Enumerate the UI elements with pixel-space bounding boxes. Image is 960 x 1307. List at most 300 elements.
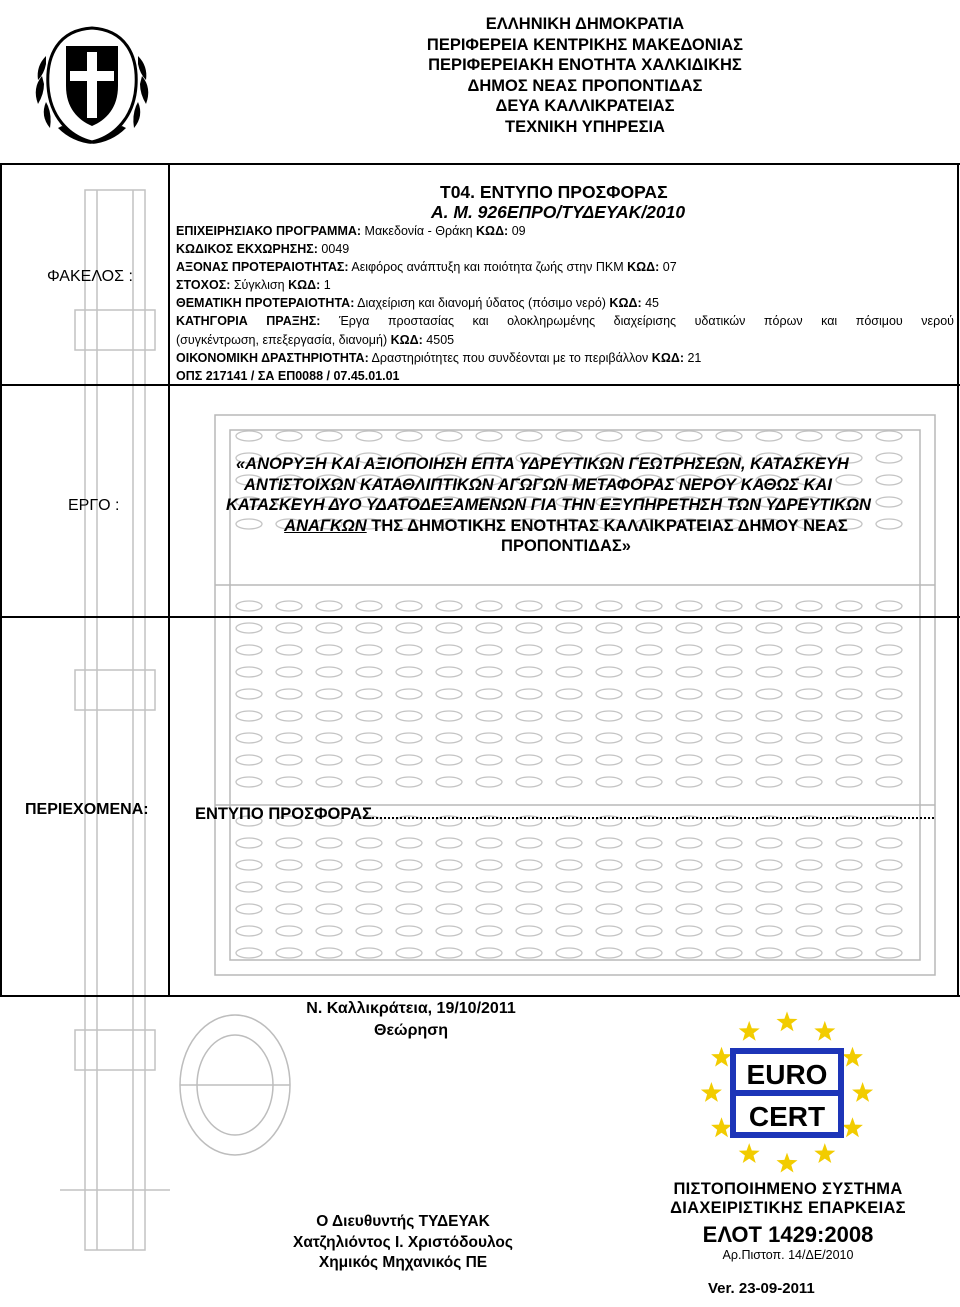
funding-info [176, 222, 954, 385]
code-label: ΚΩΔ: [609, 296, 642, 311]
watermark-slot [236, 601, 262, 611]
watermark-slot [236, 645, 262, 655]
watermark-slot [236, 711, 262, 721]
watermark-slot [716, 904, 742, 914]
cert-standard: ΕΛΟΤ 1429:2008 [702, 1222, 874, 1247]
project-title-line: «ΑΝΟΡΥΞΗ ΚΑΙ ΑΞΙΟΠΟΙΗΣΗ ΕΠΤΑ ΥΔΡΕΥΤΙΚΩΝ ΓΕΩΤΡΗΣΕΩΝ, ΚΑΤΑΣΚΕΥΗ [236, 455, 849, 473]
code-label: ΚΩΔ: [627, 260, 660, 275]
project-title-italic-part: ΑΝΑΓΚΩΝ [284, 516, 367, 535]
watermark-slot [836, 711, 862, 721]
watermark-slot [276, 882, 302, 892]
watermark-slot [676, 733, 702, 743]
watermark-slot [276, 623, 302, 633]
dotted-leader [372, 803, 934, 819]
watermark-slot [436, 431, 462, 441]
watermark-slot [516, 667, 542, 677]
watermark-slot [476, 711, 502, 721]
watermark-slot [636, 645, 662, 655]
watermark-slot [236, 431, 262, 441]
watermark-slot [556, 431, 582, 441]
watermark-slot [476, 431, 502, 441]
watermark-slot [396, 882, 422, 892]
watermark-slot [756, 711, 782, 721]
watermark-slot [396, 645, 422, 655]
watermark-slot [676, 926, 702, 936]
watermark-slot [436, 667, 462, 677]
program-value: Μακεδονία - Θράκη [361, 224, 477, 238]
watermark-slot [236, 733, 262, 743]
watermark-slot [796, 601, 822, 611]
watermark-slot [636, 948, 662, 958]
watermark-slot [316, 667, 342, 677]
watermark-slot [636, 860, 662, 870]
watermark-slot [876, 904, 902, 914]
watermark-slot [876, 838, 902, 848]
director-title: Χημικός Μηχανικός ΠΕ [318, 1254, 488, 1271]
program-label: ΕΠΙΧΕΙΡΗΣΙΑΚΟ ΠΡΟΓΡΑΜΜΑ: [176, 224, 362, 238]
watermark-slot [836, 948, 862, 958]
watermark-slot [396, 667, 422, 677]
category-value: Έργα προστασίας και ολοκληρωμένης διαχείρισης υδατικών πόρων και πόσιμου νερού [320, 314, 954, 329]
watermark-slot [556, 777, 582, 787]
watermark-slot [316, 711, 342, 721]
watermark-slot [676, 838, 702, 848]
code-label: ΚΩΔ: [651, 350, 684, 365]
watermark-slot [436, 733, 462, 743]
watermark-slot [596, 777, 622, 787]
project-label: ΕΡΓΟ : [68, 497, 120, 514]
watermark-slot [676, 711, 702, 721]
watermark-slot [796, 755, 822, 765]
watermark-slot [476, 926, 502, 936]
watermark-slot [356, 667, 382, 677]
watermark-slot [796, 711, 822, 721]
watermark-slot [436, 860, 462, 870]
watermark-slot [876, 755, 902, 765]
watermark-slot [556, 882, 582, 892]
watermark-slot [236, 882, 262, 892]
watermark-slot [396, 926, 422, 936]
issuer-header [300, 14, 870, 138]
watermark-slot [356, 777, 382, 787]
watermark-slot [796, 860, 822, 870]
theme-row [176, 294, 954, 312]
watermark-slot [636, 777, 662, 787]
contents-field [195, 803, 934, 824]
watermark-slot [596, 926, 622, 936]
watermark-slot [756, 645, 782, 655]
registration-label: ΚΩΔΙΚΟΣ ΕΚΧΩΡΗΣΗΣ: [176, 242, 318, 257]
watermark-slot [756, 689, 782, 699]
greek-coat-of-arms-emblem [18, 16, 166, 149]
watermark-slot [716, 689, 742, 699]
watermark-slot [276, 733, 302, 743]
watermark-slot [316, 860, 342, 870]
watermark-slot [796, 926, 822, 936]
eurocert-logo-bottom: CERT [748, 1101, 826, 1132]
watermark-slot [636, 601, 662, 611]
watermark-slot [316, 926, 342, 936]
watermark-slot [436, 838, 462, 848]
watermark-slot [356, 755, 382, 765]
watermark-slot [796, 904, 822, 914]
watermark-slot [796, 431, 822, 441]
contents-label: ΠΕΡΙΕΧΟΜΕΝΑ: [25, 801, 149, 818]
watermark-slot [756, 755, 782, 765]
watermark-slot [476, 882, 502, 892]
watermark-slot [396, 623, 422, 633]
watermark-slot [876, 431, 902, 441]
category-row-continued [176, 331, 954, 349]
header-line: ΠΕΡΙΦΕΡΕΙΑ ΚΕΝΤΡΙΚΗΣ ΜΑΚΕΔΟΝΙΑΣ [426, 35, 744, 54]
watermark-slot [476, 733, 502, 743]
watermark-slot [476, 667, 502, 677]
watermark-slot [396, 948, 422, 958]
watermark-slot [596, 689, 622, 699]
watermark-slot [316, 733, 342, 743]
watermark-slot [756, 601, 782, 611]
watermark-slot [396, 838, 422, 848]
drawing-column-watermark [55, 150, 175, 1300]
watermark-slot [796, 623, 822, 633]
watermark-slot [596, 882, 622, 892]
director-role: Ο Διευθυντής ΤΥΔΕΥΑΚ [316, 1213, 490, 1230]
watermark-slot [596, 860, 622, 870]
watermark-slot [836, 904, 862, 914]
watermark-slot [596, 667, 622, 677]
watermark-slot [396, 733, 422, 743]
watermark-slot [716, 948, 742, 958]
header-line: ΤΕΧΝΙΚΗ ΥΠΗΡΕΣΙΑ [505, 117, 665, 136]
category-label: ΚΑΤΗΓΟΡΙΑ ΠΡΑΞΗΣ: [176, 314, 321, 329]
watermark-slot [356, 733, 382, 743]
watermark-slot [796, 733, 822, 743]
director-signature-block [248, 1212, 558, 1274]
watermark-slot [636, 755, 662, 765]
watermark-slot [716, 645, 742, 655]
watermark-slot [636, 926, 662, 936]
project-title-line: ΑΝΤΙΣΤΟΙΧΩΝ ΚΑΤΑΘΛΙΠΤΙΚΩΝ ΑΓΩΓΩΝ ΜΕΤΑΦΟΡΑΣ ΝΕΡΟΥ ΚΑΘΩΣ ΚΑΙ [244, 475, 832, 494]
watermark-slot [876, 667, 902, 677]
watermark-slot [476, 777, 502, 787]
watermark-slot [596, 431, 622, 441]
watermark-slot [676, 860, 702, 870]
watermark-slot [716, 860, 742, 870]
watermark-slot [436, 689, 462, 699]
certification-text [650, 1180, 926, 1263]
watermark-slot [876, 948, 902, 958]
watermark-slot [876, 860, 902, 870]
director-name: Χατζηλιόντος Ι. Χριστόδουλος [293, 1233, 513, 1251]
watermark-slot [676, 904, 702, 914]
watermark-slot [276, 860, 302, 870]
watermark-slot [756, 926, 782, 936]
watermark-slot [596, 645, 622, 655]
watermark-slot [396, 689, 422, 699]
watermark-slot [796, 882, 822, 892]
watermark-slot [636, 838, 662, 848]
watermark-slot [276, 431, 302, 441]
project-title-regular-part: ΤΗΣ ΔΗΜΟΤΙΚΗΣ ΕΝΟΤΗΤΑΣ ΚΑΛΛΙΚΡΑΤΕΙΑΣ ΔΗΜΟΥ ΝΕΑΣ [366, 516, 848, 535]
watermark-slot [276, 904, 302, 914]
category-code: 4505 [422, 332, 455, 347]
watermark-slot [716, 733, 742, 743]
code-label: ΚΩΔ: [288, 278, 321, 293]
watermark-slot [516, 623, 542, 633]
project-title [226, 454, 942, 557]
economic-activity-label: ΟΙΚΟΝΟΜΙΚΗ ΔΡΑΣΤΗΡΙΟΤΗΤΑ: [176, 350, 369, 365]
code-label: ΚΩΔ: [390, 332, 423, 347]
watermark-slot [276, 755, 302, 765]
watermark-slot [516, 860, 542, 870]
goal-row [176, 276, 954, 294]
watermark-slot [796, 689, 822, 699]
watermark-slot [756, 948, 782, 958]
watermark-slot [876, 601, 902, 611]
approval-label: Θεώρηση [374, 1022, 448, 1039]
watermark-slot [516, 926, 542, 936]
watermark-slot [356, 838, 382, 848]
watermark-slot [596, 733, 622, 743]
watermark-slot [316, 601, 342, 611]
ops-code: ΟΠΣ 217141 / ΣΑ ΕΠ0088 / 07.45.01.01 [176, 368, 400, 383]
watermark-slot [596, 711, 622, 721]
watermark-slot [836, 623, 862, 633]
category-row [176, 312, 954, 330]
watermark-slot [236, 904, 262, 914]
watermark-slot [356, 926, 382, 936]
watermark-slot [676, 882, 702, 892]
watermark-slot [556, 948, 582, 958]
watermark-slot [756, 777, 782, 787]
watermark-slot [756, 733, 782, 743]
watermark-slot [636, 904, 662, 914]
watermark-slot [836, 431, 862, 441]
watermark-slot [556, 755, 582, 765]
project-title-line: ΠΡΟΠΟΝΤΙΔΑΣ» [501, 537, 631, 556]
watermark-slot [356, 623, 382, 633]
watermark-slot [876, 645, 902, 655]
project-title-line [190, 516, 942, 537]
watermark-slot [756, 431, 782, 441]
watermark-slot [396, 904, 422, 914]
watermark-slot [356, 948, 382, 958]
watermark-slot [876, 733, 902, 743]
watermark-slot [396, 601, 422, 611]
watermark-slot [436, 645, 462, 655]
document-reference: Α. Μ. 926ΕΠΡΟ/ΤΥΔΕΥΑΚ/2010 [431, 202, 686, 222]
watermark-slot [276, 645, 302, 655]
watermark-slot [636, 711, 662, 721]
watermark-slot [556, 623, 582, 633]
watermark-slot [396, 755, 422, 765]
watermark-slot [556, 689, 582, 699]
watermark-slot [476, 601, 502, 611]
watermark-slot [276, 667, 302, 677]
watermark-slot [716, 882, 742, 892]
watermark-slot [876, 882, 902, 892]
watermark-slot [316, 838, 342, 848]
watermark-slot [276, 601, 302, 611]
watermark-slot [676, 755, 702, 765]
watermark-slot [636, 733, 662, 743]
watermark-slot [796, 948, 822, 958]
watermark-slot [836, 733, 862, 743]
cert-line-2: ΔΙΑΧΕΙΡΙΣΤΙΚΗΣ ΕΠΑΡΚΕΙΑΣ [670, 1199, 906, 1217]
cert-number: Αρ.Πιστοπ. 14/ΔΕ/2010 [722, 1248, 854, 1262]
economic-activity-row [176, 349, 954, 367]
watermark-slot [556, 860, 582, 870]
watermark-slot [636, 689, 662, 699]
watermark-slot [476, 904, 502, 914]
watermark-slot [476, 755, 502, 765]
category-value-continued: (συγκέντρωση, επεξεργασία, διανομή) [176, 332, 391, 347]
watermark-slot [836, 667, 862, 677]
watermark-slot [676, 645, 702, 655]
watermark-slot [436, 904, 462, 914]
watermark-slot [676, 667, 702, 677]
watermark-slot [556, 838, 582, 848]
watermark-slot [316, 431, 342, 441]
watermark-slot [716, 623, 742, 633]
watermark-slot [516, 733, 542, 743]
watermark-slot [796, 645, 822, 655]
watermark-slot [316, 948, 342, 958]
watermark-slot [316, 904, 342, 914]
watermark-slot [516, 755, 542, 765]
frame-divider-2 [0, 616, 960, 618]
registration-value: 0049 [317, 242, 350, 257]
watermark-slot [436, 948, 462, 958]
watermark-slot [596, 623, 622, 633]
watermark-slot [556, 601, 582, 611]
goal-label: ΣΤΟΧΟΣ: [176, 278, 231, 293]
watermark-slot [436, 755, 462, 765]
economic-activity-code: 21 [684, 350, 702, 365]
watermark-slot [436, 601, 462, 611]
watermark-slot [236, 623, 262, 633]
watermark-slot [676, 689, 702, 699]
watermark-slot [876, 777, 902, 787]
watermark-slot [676, 623, 702, 633]
watermark-slot [436, 777, 462, 787]
watermark-slot [516, 601, 542, 611]
watermark-slot [516, 777, 542, 787]
axis-value: Αειφόρος ανάπτυξη και ποιότητα ζωής στην ΠΚΜ [348, 260, 628, 275]
contents-value: ΕΝΤΥΠΟ ΠΡΟΣΦΟΡΑΣ [195, 805, 372, 823]
watermark-slot [596, 948, 622, 958]
watermark-slot [756, 838, 782, 848]
watermark-slot [516, 882, 542, 892]
watermark-slot [236, 689, 262, 699]
watermark-slot [316, 882, 342, 892]
watermark-slot [836, 926, 862, 936]
watermark-slot [436, 623, 462, 633]
watermark-slot [516, 431, 542, 441]
theme-value: Διαχείριση και διανομή ύδατος (πόσιμο νερό) [354, 296, 610, 311]
watermark-slot [636, 882, 662, 892]
watermark-slot [316, 777, 342, 787]
watermark-slot [516, 904, 542, 914]
watermark-slot [276, 777, 302, 787]
cert-line-1: ΠΙΣΤΟΠΟΙΗΜΕΝΟ ΣΥΣΤΗΜΑ [673, 1180, 903, 1198]
watermark-slot [276, 926, 302, 936]
project-title-line: ΚΑΤΑΣΚΕΥΗ ΔΥΟ ΥΔΑΤΟΔΕΞΑΜΕΝΩΝ ΓΙΑ ΤΗΝ ΕΞΥΠΗΡΕΤΗΣΗ ΤΩΝ ΥΔΡΕΥΤΙΚΩΝ [226, 496, 871, 515]
watermark-slot [436, 711, 462, 721]
watermark-slot [756, 882, 782, 892]
watermark-slot [756, 904, 782, 914]
watermark-slot [236, 667, 262, 677]
watermark-slot [636, 667, 662, 677]
watermark-slot [436, 926, 462, 936]
watermark-slot [756, 623, 782, 633]
watermark-slot [796, 777, 822, 787]
watermark-slot [356, 711, 382, 721]
watermark-slot [476, 948, 502, 958]
watermark-slot [276, 689, 302, 699]
watermark-slot [836, 838, 862, 848]
watermark-slot [876, 689, 902, 699]
watermark-slot [716, 926, 742, 936]
theme-code: 45 [641, 296, 660, 311]
watermark-slot [356, 860, 382, 870]
code-label: ΚΩΔ: [476, 224, 509, 238]
watermark-slot [356, 645, 382, 655]
frame-divider-3 [0, 995, 960, 997]
document-title-block [431, 182, 740, 222]
watermark-slot [716, 667, 742, 677]
watermark-slot [636, 431, 662, 441]
watermark-slot [516, 711, 542, 721]
watermark-slot [356, 601, 382, 611]
watermark-slot [556, 711, 582, 721]
program-code: 09 [508, 224, 526, 238]
watermark-slot [556, 904, 582, 914]
registration-row [176, 240, 954, 258]
watermark-slot [716, 777, 742, 787]
watermark-slot [876, 926, 902, 936]
watermark-slot [476, 645, 502, 655]
watermark-slot [676, 601, 702, 611]
document-title: Τ04. ΕΝΤΥΠΟ ΠΡΟΣΦΟΡΑΣ [440, 182, 668, 202]
program-row [176, 222, 954, 240]
frame-left-line [0, 163, 2, 996]
frame-separator-line [168, 163, 170, 996]
watermark-slot [236, 860, 262, 870]
watermark-slot [556, 667, 582, 677]
watermark-slot [796, 667, 822, 677]
watermark-slot [516, 948, 542, 958]
watermark-slot [836, 689, 862, 699]
watermark-slot [276, 948, 302, 958]
watermark-slot [476, 689, 502, 699]
watermark-slot [236, 777, 262, 787]
watermark-slot [436, 882, 462, 892]
watermark-slot [676, 777, 702, 787]
watermark-slot [836, 860, 862, 870]
version-label: Ver. 23-09-2011 [708, 1280, 815, 1297]
watermark-slot [836, 777, 862, 787]
watermark-slot [756, 860, 782, 870]
header-line: ΔΕΥΑ ΚΑΛΛΙΚΡΑΤΕΙΑΣ [495, 97, 675, 116]
header-line: ΠΕΡΙΦΕΡΕΙΑΚΗ ΕΝΟΤΗΤΑ ΧΑΛΚΙΔΙΚΗΣ [428, 56, 742, 75]
watermark-slot [236, 838, 262, 848]
date-block [266, 998, 556, 1042]
watermark-slot [596, 601, 622, 611]
watermark-slot [556, 926, 582, 936]
watermark-slot [836, 601, 862, 611]
header-line: ΕΛΛΗΝΙΚΗ ΔΗΜΟΚΡΑΤΙΑ [485, 15, 685, 33]
